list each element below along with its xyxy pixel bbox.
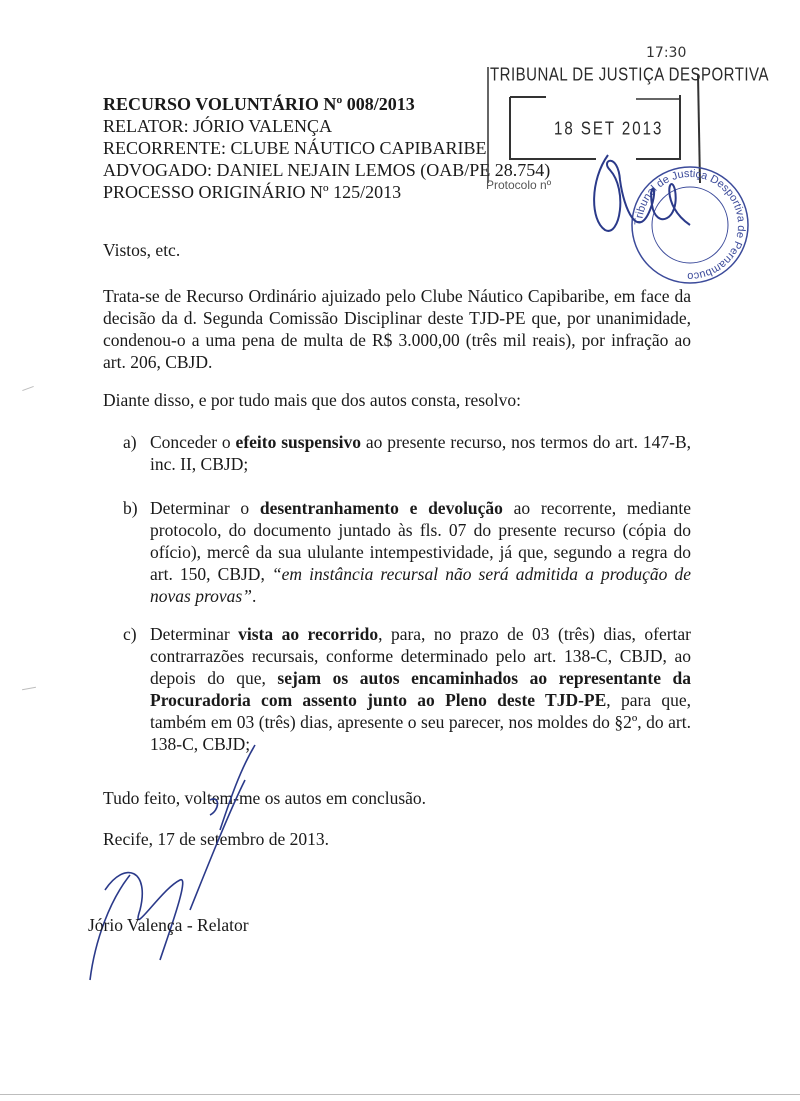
item-a-text: Conceder o efeito suspensivo ao presente recurso, nos termos do art. 147-B, inc. II, CBJD; — [150, 432, 692, 474]
scan-speck — [22, 386, 34, 391]
stamp-handwritten-time: 17:30 — [646, 45, 687, 61]
item-b-mark: b) — [123, 498, 138, 518]
item-c-text: Determinar vista ao recorrido, para, no prazo de 03 (três) dias, ofertar contrarrazões recursais, conforme determinado pelo art. 138-C, CBJD, ao depois do que, sejam os autos encaminhados ao representante da Procuradoria com assento junto ao Pleno deste TJD-PE, para que, também em 03 (três) dias, apresente o seu parecer, nos moldes do §2º, do art. 138-C, CBJD; — [150, 624, 691, 754]
scan-speck — [22, 687, 36, 690]
handwritten-signature — [70, 740, 300, 990]
signature-name: Jório Valença - Relator — [88, 915, 249, 935]
paragraph-resolution-intro: Diante disso, e por tudo mais que dos autos consta, resolvo: — [103, 390, 521, 410]
item-a — [123, 431, 691, 475]
stamp-date: 18 SET 2013 — [554, 119, 664, 140]
relator-line: RELATOR: JÓRIO VALENÇA — [103, 116, 333, 136]
item-b — [123, 497, 691, 607]
case-header — [103, 93, 550, 203]
processo-line: PROCESSO ORIGINÁRIO Nº 125/2013 — [103, 182, 402, 202]
stamp-protocolo: Protocolo nº — [486, 178, 552, 192]
date-line: Recife, 17 de setembro de 2013. — [103, 829, 329, 849]
paragraph-report: Trata-se de Recurso Ordinário ajuizado pelo Clube Náutico Capibaribe, em face da decisão da d. Segunda Comissão Disciplinar deste TJD-PE que, por unanimidade, condenou-o a uma pena de multa de R$ 3.000,00 (três mil reais), por infração ao art. 206, CBJD. — [103, 286, 691, 372]
case-title: RECURSO VOLUNTÁRIO Nº 008/2013 — [103, 94, 415, 114]
advogado-line: ADVOGADO: DANIEL NEJAIN LEMOS (OAB/PE 28.754) — [103, 160, 551, 180]
seal-text: Tribunal de Justiça Desportiva de Pernambuco — [632, 167, 748, 283]
item-a-mark: a) — [123, 432, 137, 452]
item-c-mark: c) — [123, 624, 137, 644]
item-b-text: Determinar o desentranhamento e devolução ao recorrente, mediante protocolo, do documento juntado às fls. 07 do presente recurso (cópia do ofício), mercê da sua ululante intempestividade, já que, segundo a regra do art. 150, CBJD, “em instância recursal não será admitida a produção de novas provas”. — [150, 498, 692, 606]
item-c — [123, 623, 691, 755]
vistos-line: Vistos, etc. — [103, 240, 181, 260]
scan-edge-line — [0, 1094, 800, 1095]
stamp-title: TRIBUNAL DE JUSTIÇA DESPORTIVA — [490, 64, 769, 86]
recorrente-line: RECORRENTE: CLUBE NÁUTICO CAPIBARIBE — [103, 138, 487, 158]
paragraph-conclusion: Tudo feito, voltem-me os autos em conclusão. — [103, 788, 427, 808]
